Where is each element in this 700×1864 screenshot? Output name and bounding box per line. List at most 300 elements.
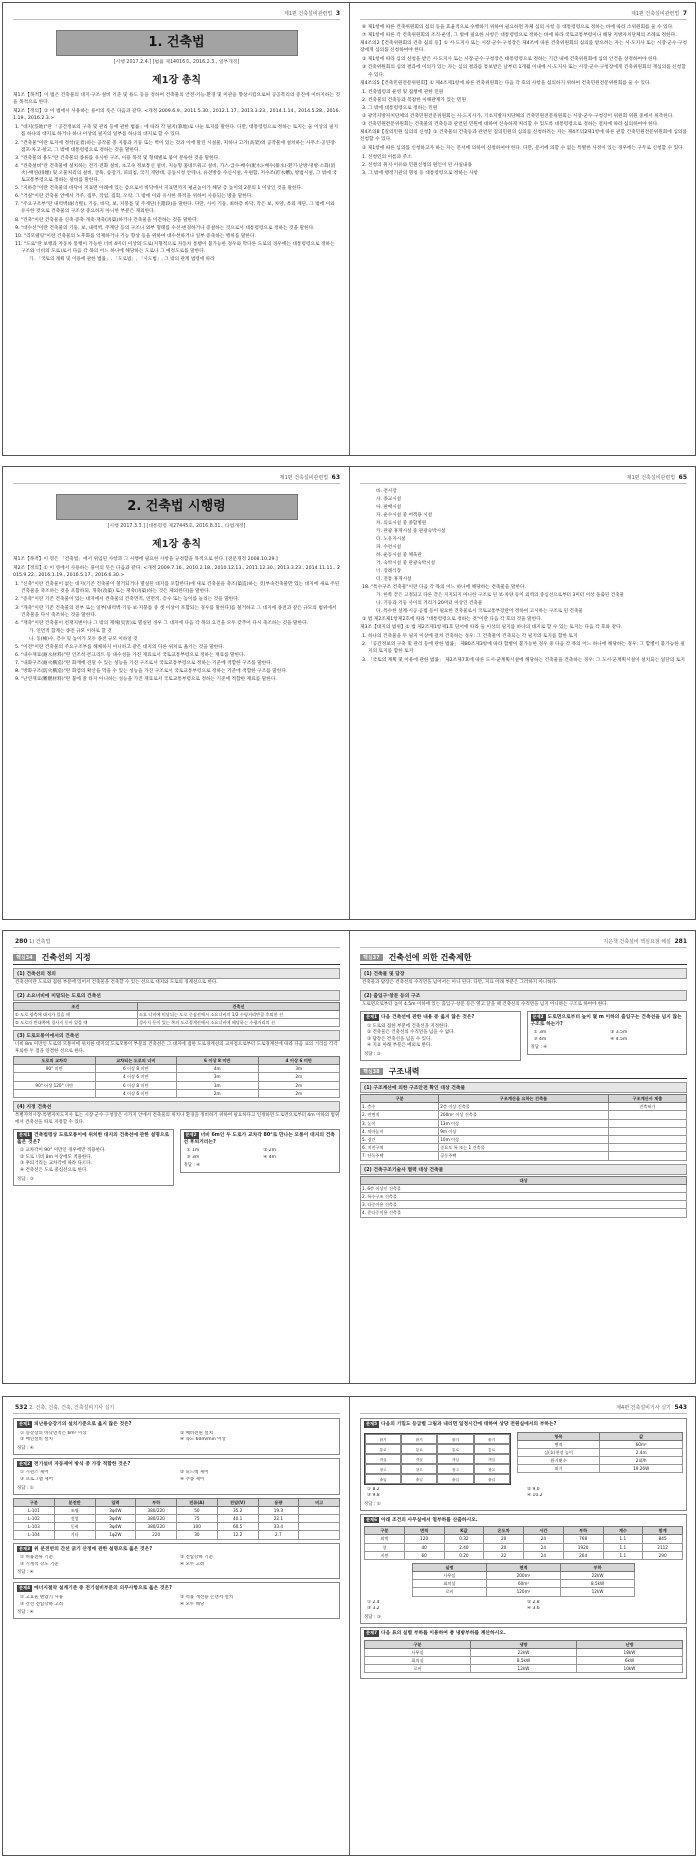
table-cell: 로비 bbox=[412, 1588, 486, 1596]
header-title: 제1편 건축설비관련법 bbox=[283, 11, 333, 17]
law-item: 타. 노유자시설 bbox=[376, 537, 406, 542]
page-3 bbox=[3, 3, 350, 455]
core-point-title bbox=[360, 952, 687, 965]
table-header-cell: 면적 bbox=[404, 1527, 444, 1535]
law-item: 6. "내수재료(耐水材料)"란 인조석·콘크리트 등 내수성을 가진 재료로서 국토교통부령으로 정하는 재료를 말한다. bbox=[15, 652, 246, 658]
table-cell bbox=[14, 1073, 96, 1081]
section-title: 제1장 총칙 bbox=[151, 75, 202, 86]
panelboard-table bbox=[13, 1498, 340, 1540]
table-cell: 4m bbox=[177, 1065, 259, 1073]
table-row bbox=[517, 1448, 682, 1456]
table-cell bbox=[608, 1152, 686, 1160]
table-cell: 2112 bbox=[643, 1543, 683, 1551]
option-grid bbox=[20, 1595, 336, 1608]
table-cell: ① 도로 양측에 대지가 있을 때 bbox=[14, 1010, 138, 1018]
page-header bbox=[13, 9, 340, 20]
law-article: 제1조【목적】이 법은 건축물의 대지·구조·설비 기준 및 용도 등을 정하여 건축물의 안전·기능·환경 및 미관을 향상시킴으로써 공공복리의 증진에 이바지하는 것을 목적으로 한다. bbox=[13, 93, 340, 106]
answer-option: ④ 10.2 bbox=[527, 1493, 543, 1499]
section-title: 제1장 총칙 bbox=[151, 539, 202, 550]
table-cell: 380/220 bbox=[136, 1514, 177, 1522]
law-item: 1. 신청인의 이름과 주소 bbox=[362, 154, 412, 160]
table-header-cell: 냉방 bbox=[471, 1640, 577, 1648]
table-cell: 24 bbox=[524, 1535, 564, 1543]
table-header-cell: 전류(A) bbox=[177, 1498, 218, 1506]
question-columns bbox=[13, 1129, 340, 1189]
table-cell: 35.2 bbox=[217, 1506, 258, 1514]
table-header-cell: 대상 bbox=[361, 1176, 687, 1184]
question-tag: 문제3 bbox=[19, 1545, 31, 1551]
table-header-cell: 6 이상 8 미만 bbox=[177, 1057, 259, 1065]
table-cell: 120 bbox=[404, 1535, 444, 1543]
table-cell: 지붕 bbox=[365, 1551, 405, 1559]
floor-cell: 통로 bbox=[401, 1444, 437, 1454]
table-cell: 기타 bbox=[54, 1531, 95, 1539]
floor-cell: 출입 bbox=[365, 1474, 401, 1484]
law-item: 3. "건축물의 용도"란 건축물의 종류를 유사한 구조, 이용 목적 및 형태별로 묶어 분류한 것을 말한다. bbox=[15, 155, 220, 161]
question-box bbox=[13, 1418, 340, 1455]
question-column bbox=[13, 1129, 174, 1189]
chapter-title: 1. 건축법 bbox=[56, 30, 298, 56]
page-header bbox=[360, 473, 687, 484]
table-cell: 소요 너비에 미달되는 도로 중심선에서 소요너비의 1/2 수평거리만큼 후퇴한 선 bbox=[137, 1010, 339, 1018]
question-text bbox=[364, 1517, 683, 1525]
table-row bbox=[14, 1065, 340, 1073]
question-body: 다음 건축선에 관한 내용 중 옳지 않은 것은? bbox=[381, 1015, 475, 1021]
table-cell: 60 bbox=[404, 1551, 444, 1559]
table-cell: 3φ4W bbox=[95, 1523, 136, 1531]
question-box bbox=[13, 1458, 340, 1495]
table-cell: 3m bbox=[177, 1073, 259, 1081]
answer-option: ④ 4m bbox=[263, 1154, 276, 1160]
answer-option: ① 허용전류 기준 bbox=[20, 1555, 53, 1561]
page-header bbox=[13, 1403, 340, 1414]
law-item: 바. 전시장 bbox=[376, 489, 397, 494]
figure-table-wrap bbox=[517, 1431, 683, 1487]
law-item: 나. 동(棟)수, 층수 및 높이가 모두 종전 규모 이하일 것 bbox=[29, 636, 138, 642]
table-cell: 24 bbox=[524, 1551, 564, 1559]
answer-text: 정답 : ② bbox=[364, 1501, 381, 1507]
floor-cell: 객실 bbox=[474, 1454, 510, 1464]
law-item: 10. "리모델링"이란 건축물의 노후화를 억제하거나 기능 향상 등을 위하여 대수선하거나 일부 증축하는 행위를 말한다. bbox=[15, 233, 256, 239]
table-row bbox=[361, 1184, 687, 1192]
table-header-cell: 난방 bbox=[577, 1640, 683, 1648]
table-cell: 1.1 bbox=[603, 1535, 643, 1543]
option-grid bbox=[367, 1487, 683, 1500]
question-text bbox=[364, 1014, 517, 1022]
question-body: 건축법령상 도로모퉁이에 위치한 대지의 건축선에 관한 설명으로 옳은 것은? bbox=[17, 1133, 170, 1145]
table-cell: 경사지 등이 있는 쪽의 도로경계선에서 소요너비에 해당하는 수평거리의 선 bbox=[137, 1018, 339, 1026]
table-cell: ② 도로의 반대쪽에 경사지 등이 있을 때 bbox=[14, 1018, 138, 1026]
page-281 bbox=[350, 931, 697, 1383]
table-row bbox=[361, 1111, 687, 1119]
table-cell: 22kW bbox=[471, 1648, 577, 1656]
law-item: 아. 판매시설 bbox=[376, 505, 402, 510]
answer-option: ② 9.0 bbox=[527, 1486, 540, 1492]
answer-option: ① 2.4 bbox=[367, 1599, 380, 1605]
core-tag: 핵심37 bbox=[360, 954, 383, 961]
question-box bbox=[360, 1514, 687, 1624]
floor-cell: 객실 bbox=[437, 1454, 473, 1464]
question-tag: 문제2 bbox=[532, 1014, 544, 1020]
body-text: 건축선이란 도로와 접한 부분에 있어서 건축물을 건축할 수 있는 선으로 대지와 도로의 경계선으로 한다. bbox=[15, 980, 218, 985]
table-cell: 1φ2W bbox=[95, 1531, 136, 1539]
table-cell: 6 이상 8 미만 bbox=[95, 1065, 177, 1073]
table-cell: 2. 연면적 bbox=[361, 1111, 439, 1119]
table-cell: L-104 bbox=[14, 1531, 55, 1539]
core-title-text: 건축선의 지정 bbox=[41, 953, 91, 962]
question-body: 위 분전반의 간선 굵기 산정에 관한 설명으로 옳은 것은? bbox=[34, 1546, 153, 1552]
table-cell: 9m 이상 bbox=[439, 1127, 609, 1135]
table-cell: 2층 이상 건축물 bbox=[439, 1103, 609, 1111]
law-item: 6. "거실"이란 건축물 안에서 거주, 집무, 작업, 집회, 오락, 그 밖에 이와 유사한 목적을 위하여 사용되는 방을 말한다. bbox=[15, 194, 253, 200]
table-cell: L-101 bbox=[14, 1506, 55, 1514]
table-cell: 2m bbox=[258, 1073, 340, 1081]
subsection-heading: (4) 지정 건축선 bbox=[13, 1101, 340, 1112]
question-tag: 문제6 bbox=[366, 1516, 378, 1522]
question-body: 에너지절약 설계기준 중 전기설비부문의 의무사항으로 옳은 것은? bbox=[34, 1586, 172, 1592]
answer-option: ④ 4.5m bbox=[610, 1036, 628, 1042]
table-header-cell: 구조계산을 요하는 건축물 bbox=[439, 1095, 609, 1103]
law-item: ⑦ 제1항에 따른 각 건축위원회의 조직·운영, 그 밖에 필요한 사항은 대통령령으로 정하는 바에 따라 국토교통부령이나 해당 지방자치단체의 조례로 정한다. bbox=[362, 33, 677, 39]
table-cell bbox=[608, 1136, 686, 1144]
table-cell: 10m 이상 bbox=[439, 1136, 609, 1144]
answer-text: 정답 : ③ bbox=[17, 1176, 34, 1182]
answer-option: ④ 3.6 bbox=[527, 1606, 540, 1612]
table-cell: 19.26W bbox=[600, 1465, 683, 1473]
table-cell: 로비 bbox=[365, 1664, 471, 1672]
answer-option: ③ 담장은 건축선을 넘을 수 있다. bbox=[367, 1036, 432, 1042]
answer-option: ③ 배연설비 설치 bbox=[20, 1437, 53, 1443]
table-cell: 4 이상 6 미만 bbox=[95, 1073, 177, 1081]
table-cell: 75 bbox=[177, 1514, 218, 1522]
body-text: 건축물과 담장은 건축선의 수직면을 넘어서는 아니 된다. 다만, 지표 아래 부분은 그러하지 아니하다. bbox=[362, 980, 558, 985]
table-cell: 2. 특수구조 건축물 bbox=[361, 1192, 687, 1200]
law-item: 2. 「공간정보의 구축 및 관리 등에 관한 법률」 제80조제3항에 따라 합병이 불가능한 경우 중 다음 각 목의 어느 하나에 해당하는 경우: 그 합병이 불가능한 필지의 토지를 합한 토지 bbox=[362, 642, 685, 655]
table-cell: 380/220 bbox=[136, 1506, 177, 1514]
law-item: 가. 연면적 합계는 종전 규모 이하로 할 것 bbox=[29, 628, 112, 634]
table-row bbox=[517, 1465, 682, 1473]
table-cell bbox=[299, 1523, 340, 1531]
table-cell bbox=[608, 1144, 686, 1152]
answer-text: 정답 : ④ bbox=[530, 1045, 548, 1051]
table-cell: 1.1 bbox=[603, 1551, 643, 1559]
law-item: 3. 그 밖에 행정기관의 명칭 등 대통령령으로 정하는 사항 bbox=[362, 170, 479, 176]
table-row bbox=[14, 1514, 340, 1522]
table-header-cell: 입력 bbox=[95, 1498, 136, 1506]
table-row bbox=[361, 1136, 687, 1144]
answer-option: ④ 건축선은 도로 중심선으로 한다. bbox=[20, 1167, 88, 1173]
table-cell: 60m² bbox=[600, 1440, 683, 1448]
question-tag: 문제1 bbox=[19, 1421, 31, 1426]
answer-option: ③ 기계적 강도 기준 bbox=[20, 1561, 59, 1567]
floor-cell: 환기 bbox=[437, 1434, 473, 1444]
table-header-cell: 부하 bbox=[563, 1527, 603, 1535]
table-cell: 1. 층수 bbox=[361, 1103, 439, 1111]
core-point-title bbox=[13, 952, 340, 965]
table-header-cell: 부하 bbox=[136, 1498, 177, 1506]
table-cell: 사무실 bbox=[412, 1572, 486, 1580]
table-cell: 60m² bbox=[486, 1580, 560, 1588]
table-row bbox=[365, 1551, 683, 1559]
option-grid bbox=[20, 1555, 336, 1568]
subsection-heading: (1) 구조계산에 의한 구조안전 확인 대상 건축물 bbox=[360, 1082, 687, 1093]
table-cell: 1.1 bbox=[603, 1543, 643, 1551]
table-header-cell: 계수 bbox=[603, 1527, 643, 1535]
answer-option: ④ 모두 고려 bbox=[180, 1561, 205, 1567]
floor-cell: 환기 bbox=[474, 1434, 510, 1444]
page-number: 280 bbox=[15, 938, 28, 945]
floor-plan-grid bbox=[364, 1433, 511, 1485]
table-cell: 3φ4W bbox=[95, 1514, 136, 1522]
answer-option: ② 피드백 제어 bbox=[180, 1470, 209, 1476]
law-item: 11. "도로"란 보행과 자동차 통행이 가능한 너비 4미터 이상의 도로(지형적으로 자동차 통행이 불가능한 경우와 막다른 도로의 경우에는 대통령령으로 정하는 구조와 너비의 도로)로서 다음 각 목의 어느 하나에 해당하는 도로나 그 예정도로를 말한다. bbox=[15, 241, 335, 254]
question-text bbox=[17, 1585, 336, 1593]
page-63 bbox=[3, 467, 350, 919]
table-row bbox=[14, 1089, 340, 1097]
law-item: 8. "방화구조(防火構造)"란 화염의 확산을 막을 수 있는 성능을 가진 구조로서 국토교통부령으로 정하는 기준에 적합한 구조를 말한다. bbox=[15, 669, 288, 675]
table-cell: 8.5kW bbox=[561, 1580, 635, 1588]
law-article: 제4조의8【질의민원 심의의 신청】① 건축물의 건축등과 관련된 질의민원의 심의를 신청하려는 자는 제4조의2제1항에 따른 관할 건축민원전문위원회에 심의를 신청할 수 있다. bbox=[360, 130, 687, 143]
floor-cell: 창고 bbox=[474, 1464, 510, 1474]
body-text: 너비 8m 미만인 도로의 모퉁이에 위치한 대지의 도로모퉁이 부분의 건축선은 그 대지에 접한 도로경계선의 교차점으로부터 도로경계선에 따라 다음 표의 거리를 각각 후퇴한 두 점을 연결한 선으로 한다. bbox=[15, 1042, 338, 1054]
floor-cell: 환기 bbox=[365, 1434, 401, 1444]
subsection-heading: (2) 출입구·창문 등의 구조 bbox=[360, 990, 687, 1001]
table-cell: 2m bbox=[177, 1089, 259, 1097]
law-item: 2. 신청의 취지·이유와 민원신청의 원인이 된 사실내용 bbox=[362, 162, 472, 168]
law-item: 4. "건축설비"란 건축물에 설치하는 전기·전화 설비, 초고속 정보통신 설비, 지능형 홈네트워크 설비, 가스·급수·배수(配水)·배수(排水)·환기·난방·냉방·소화(消火)·배연(排煙) 및 오물처리의 설비, 굴뚝, 승강기, 피뢰침, 국기 게양대, 공동시청 안테나, 유선방송 수신시설, 우편함, 저수조(貯水槽), 방범시설, 그 밖에 국토교통부령으로 정하는 설비를 말한다. bbox=[15, 163, 337, 184]
option-grid bbox=[367, 1600, 683, 1613]
floor-cell: 창고 bbox=[365, 1464, 401, 1474]
floor-plan-diagram bbox=[364, 1431, 511, 1487]
table-row bbox=[517, 1440, 682, 1448]
law-item: ③ 건축민원전문위원회는 건축물의 건축등과 관련된 민원에 대하여 신속하게 처리할 수 있도록 대통령령으로 정하는 절차에 따라 심의하여야 한다. bbox=[362, 122, 659, 128]
answer-option: ① 3m bbox=[533, 1030, 547, 1036]
table-header-cell: 온도차 bbox=[484, 1527, 524, 1535]
table-cell: 6kW bbox=[577, 1656, 683, 1664]
law-item: 자. 운수시설 중 여객용 시설 bbox=[376, 513, 433, 518]
subsection-heading: (1) 건축선의 정의 bbox=[13, 968, 340, 979]
table-cell: 창 bbox=[365, 1543, 405, 1551]
table-row bbox=[361, 1119, 687, 1127]
table-cell: 1920 bbox=[563, 1543, 603, 1551]
law-item: 7. "내화구조(耐火構造)"란 화재에 견딜 수 있는 성능을 가진 구조로서 국토교통부령으로 정하는 기준에 적합한 구조를 말한다. bbox=[15, 661, 273, 667]
option-grid bbox=[20, 1431, 336, 1444]
table-header-cell: 구조계산서 제출 bbox=[608, 1095, 686, 1103]
answer-text: 정답 : ② bbox=[17, 1485, 34, 1491]
page-header bbox=[360, 937, 687, 948]
question-box bbox=[13, 1582, 340, 1619]
law-item: 가. 한쪽 끝은 고정되고 다른 끝은 지지되지 아니한 구조로 된 보·차양 등이 외벽의 중심선으로부터 3미터 이상 돌출된 건축물 bbox=[376, 593, 625, 599]
table-row bbox=[365, 1535, 683, 1543]
law-article: 제4조의2【건축위원회의 건축 심의 등】① 시·도지사 또는 시장·군수·구청장은 제4조에 따른 건축위원회의 심의를 받으려는 자는 시·도지사 또는 시장·군수·구청장에게 심의를 신청하여야 한다. bbox=[360, 41, 687, 54]
law-item: 더. 전통 휴게시설 bbox=[376, 577, 412, 582]
article-list bbox=[360, 24, 687, 177]
page-543 bbox=[350, 1397, 697, 1855]
answer-text: 정답 : ③ bbox=[364, 1614, 381, 1620]
table-cell: 2.4m bbox=[600, 1448, 683, 1456]
structure-table bbox=[360, 1094, 687, 1160]
table-cell: 환기횟수 bbox=[517, 1456, 600, 1464]
table-cell: 60.5 bbox=[217, 1523, 258, 1531]
table-cell: 3. 다중이용 건축물 bbox=[361, 1201, 687, 1209]
table-cell bbox=[299, 1506, 340, 1514]
table-row bbox=[14, 1081, 340, 1089]
floor-cell: 출입 bbox=[401, 1474, 437, 1484]
question-body: 아래 조건의 사무실에서 열부하를 산출하시오. bbox=[381, 1517, 478, 1523]
floor-cell: 통로 bbox=[474, 1444, 510, 1454]
law-item: 5. "지하층"이란 건축물의 바닥이 지표면 아래에 있는 층으로서 바닥에서 지표면까지 평균높이가 해당 층 높이의 2분의 1 이상인 것을 말한다. bbox=[15, 186, 303, 192]
question-box bbox=[13, 1129, 174, 1186]
table-cell: 2m bbox=[258, 1081, 340, 1089]
answer-option: ④ 추종 제어 bbox=[180, 1476, 205, 1482]
question-text bbox=[17, 1421, 336, 1429]
law-item: 3. 「국토의 계획 및 이용에 관한 법률」 제2조제7호에 따른 도시·군계획시설에 해당하는 건축물을 건축하는 경우: 그 도시·군계획시설이 설치되는 일단의 토지 bbox=[362, 657, 685, 663]
question-tag: 문제2 bbox=[19, 1460, 31, 1466]
page-532 bbox=[3, 1397, 350, 1855]
question-body: 다음 표의 실별 부하를 이용하여 총 냉방부하를 계산하시오. bbox=[381, 1631, 506, 1636]
table-cell bbox=[299, 1514, 340, 1522]
answer-option: ② 도로 너비 8m 이상에도 적용한다. bbox=[20, 1154, 93, 1160]
table-cell: 1. 6층 이상인 건축물 bbox=[361, 1184, 687, 1192]
table-cell: 4 이상 6 미만 bbox=[95, 1089, 177, 1097]
table-cell: 290 bbox=[643, 1551, 683, 1559]
table-cell: 조명 bbox=[54, 1506, 95, 1514]
answer-option: ③ 간선 전압강하 고려 bbox=[20, 1601, 64, 1607]
table-row bbox=[14, 1010, 340, 1018]
room-load-table bbox=[412, 1563, 635, 1597]
table-cell: 20 bbox=[484, 1543, 524, 1551]
table-cell: 18kW bbox=[577, 1648, 683, 1656]
law-item: ② 제1항에 따른 심의를 신청하고자 하는 자는 문서에 의하여 신청하여야 한다. 다만, 문서에 의할 수 없는 특별한 사정이 있는 경우에는 구두로 신청할 수 있다. bbox=[362, 146, 685, 152]
law-article: 제3조【대지의 범위】① 법 제2조제1항제1호 단서에 따라 둘 이상의 필지를 하나의 대지로 할 수 있는 토지는 다음 각 호와 같다. bbox=[360, 625, 623, 631]
table-cell: 2.7 bbox=[258, 1531, 299, 1539]
table-row bbox=[14, 1073, 340, 1081]
table-cell: 12kW bbox=[561, 1588, 635, 1596]
question-tag: 문제1 bbox=[19, 1132, 31, 1138]
floor-cell: 출입 bbox=[474, 1474, 510, 1484]
law-item: 카. 관광 휴게시설 중 관광숙박시설 bbox=[376, 529, 446, 534]
page-spread-1 bbox=[2, 2, 696, 456]
law-item: 18. "특수구조 건축물"이란 다음 각 목의 어느 하나에 해당하는 건축물을 말한다. bbox=[362, 585, 527, 590]
core-tag: 핵심34 bbox=[13, 954, 36, 961]
page-header bbox=[13, 473, 340, 484]
question-text bbox=[364, 1630, 683, 1638]
table-header-cell: K값 bbox=[444, 1527, 484, 1535]
table-cell: 3. 높이 bbox=[361, 1119, 439, 1127]
page-spread-2 bbox=[2, 466, 696, 920]
page-spread-3 bbox=[2, 930, 696, 1384]
law-item: 1. 하나의 건축물을 두 필지 이상에 걸쳐 건축하는 경우: 그 건축물이 건축되는 각 필지의 토지를 합한 토지 bbox=[362, 634, 578, 640]
core-point-title bbox=[360, 1066, 687, 1079]
law-item: ⑥ 제1항에 따른 건축위원회의 심의 등을 효율적으로 수행하기 위하여 필요하면 자체 심의 사항 등 대통령령으로 정하는 바에 따라 소위원회를 둘 수 있다. bbox=[362, 25, 674, 30]
question-tag: 문제1 bbox=[366, 1014, 378, 1020]
law-item: ② 법 제2조제1항제2호에 따라 "대통령령으로 정하는 것"이란 다음 각 호의 것을 말한다. bbox=[362, 617, 543, 623]
answer-text: 정답 : ④ bbox=[17, 1610, 34, 1616]
chapter-subtitle: [시행 2017.2.4.] [법률 제14016호, 2016.2.3., 일부개정] bbox=[113, 60, 240, 65]
law-item: 거. 숙박시설 중 관광숙박시설 bbox=[376, 561, 436, 566]
table-header-cell: 용량 bbox=[258, 1498, 299, 1506]
answer-option: ③ 3.2 bbox=[367, 1606, 380, 1612]
option-grid bbox=[20, 1470, 336, 1483]
table-header-cell: 시간 bbox=[524, 1527, 564, 1535]
setback-table bbox=[13, 1002, 340, 1027]
table-header-cell: 면적 bbox=[486, 1564, 560, 1572]
question-box bbox=[527, 1011, 688, 1054]
corner-setback-table bbox=[13, 1056, 340, 1098]
table-cell: 200m² bbox=[486, 1572, 560, 1580]
table-cell: 2.40 bbox=[444, 1543, 484, 1551]
table-row bbox=[14, 1018, 340, 1026]
table-cell: 40.1 bbox=[217, 1514, 258, 1522]
table-cell: 30 bbox=[177, 1531, 218, 1539]
table-cell: 7. 단독주택 bbox=[361, 1152, 439, 1160]
answer-text: 정답 : ③ bbox=[364, 1052, 381, 1058]
table-header-cell: 조건 bbox=[14, 1002, 138, 1010]
table-header-cell: 값 bbox=[600, 1432, 683, 1440]
law-item: 3. 그 밖에 대통령령으로 정하는 민원 bbox=[362, 105, 438, 111]
floor-cell: 창고 bbox=[401, 1464, 437, 1474]
table-cell: 380/220 bbox=[136, 1523, 177, 1531]
core-title-text: 건축선에 의한 건축제한 bbox=[388, 953, 472, 962]
table-cell: 120m² bbox=[486, 1588, 560, 1596]
floor-cell: 환기 bbox=[401, 1434, 437, 1444]
table-cell: 3m bbox=[258, 1065, 340, 1073]
article-list bbox=[13, 92, 340, 263]
question-box bbox=[13, 1543, 340, 1580]
table-row bbox=[361, 1209, 687, 1217]
table-cell: 3m bbox=[177, 1081, 259, 1089]
chapter-subtitle: [시행 2017.3.3.] [대통령령 제27445호, 2016.8.31., 타법개정] bbox=[107, 524, 246, 529]
table-cell: 건축허가 bbox=[608, 1103, 686, 1111]
law-item: 9. "난연재료(難燃材料)"란 불에 잘 타지 아니하는 성능을 가진 재료로서 국토교통부령으로 정하는 기준에 적합한 재료를 말한다. bbox=[15, 677, 277, 683]
floor-cell: 통로 bbox=[437, 1444, 473, 1454]
law-article: 제2조【정의】① 이 영에서 사용하는 용어의 뜻은 다음과 같다. <개정 2009.7.16., 2010.2.18., 2010.12.13., 2011.12.30., 2013.3.23., 2014.11.11., 2015.9.22., 2016.1.19., 2016.5.17., 2016.6.30.> bbox=[13, 566, 340, 579]
table-cell: 외기 bbox=[517, 1465, 600, 1473]
table-header-cell: 4 이상 6 미만 bbox=[258, 1057, 340, 1065]
option-grid bbox=[187, 1148, 337, 1161]
page-number: 543 bbox=[674, 1404, 687, 1411]
table-cell: 10kW bbox=[577, 1664, 683, 1672]
answer-option: ③ 4m bbox=[533, 1036, 547, 1042]
subsection-heading: (2) 소요너비에 미달되는 도로의 건축선 bbox=[13, 990, 340, 1001]
table-cell: 100 bbox=[177, 1523, 218, 1531]
page-number: 532 bbox=[15, 1404, 28, 1411]
table-cell: L-102 bbox=[14, 1514, 55, 1522]
page-number: 3 bbox=[335, 10, 340, 17]
table-cell: 외벽 bbox=[365, 1535, 405, 1543]
table-cell bbox=[608, 1111, 686, 1119]
question-columns bbox=[360, 1011, 687, 1064]
law-item: 너. 장례식장 bbox=[376, 569, 402, 574]
question-column bbox=[180, 1129, 341, 1189]
engineer-table bbox=[360, 1176, 687, 1218]
table-row bbox=[517, 1456, 682, 1464]
subsection-heading: (1) 건축물 및 담장 bbox=[360, 968, 687, 979]
body-text: 특별자치시장·특별자치도지사 또는 시장·군수·구청장은 시가지 안에서 건축물의 위치나 환경을 정비하기 위하여 필요하다고 인정하면 도로면으로부터 4m 이하의 범위에서 건축선을 따로 지정할 수 있다. bbox=[15, 1113, 340, 1125]
subsection-heading: (3) 도로모퉁이에서의 건축선 bbox=[13, 1030, 340, 1041]
table-header-cell: 부하 bbox=[561, 1564, 635, 1572]
table-row bbox=[365, 1656, 683, 1664]
table-header-cell: 구분 bbox=[14, 1498, 55, 1506]
page-number: 65 bbox=[678, 474, 687, 481]
page-280 bbox=[3, 931, 350, 1383]
table-cell: 4. 준다중이용 건축물 bbox=[361, 1209, 687, 1217]
law-item: 7. "주요구조부"란 내력벽(耐力壁), 기둥, 바닥, 보, 지붕틀 및 주계단(主階段)을 말한다. 다만, 사이 기둥, 최하층 바닥, 작은 보, 차양, 옥외 계단, 그 밖에 이와 유사한 것으로 건축물의 구조상 중요하지 아니한 부분은 제외한다. bbox=[15, 202, 335, 215]
table-cell: L-103 bbox=[14, 1523, 55, 1531]
question-box bbox=[360, 1011, 521, 1061]
table-cell: 사무실 bbox=[365, 1648, 471, 1656]
answer-text: 정답 : ④ bbox=[17, 1445, 34, 1451]
